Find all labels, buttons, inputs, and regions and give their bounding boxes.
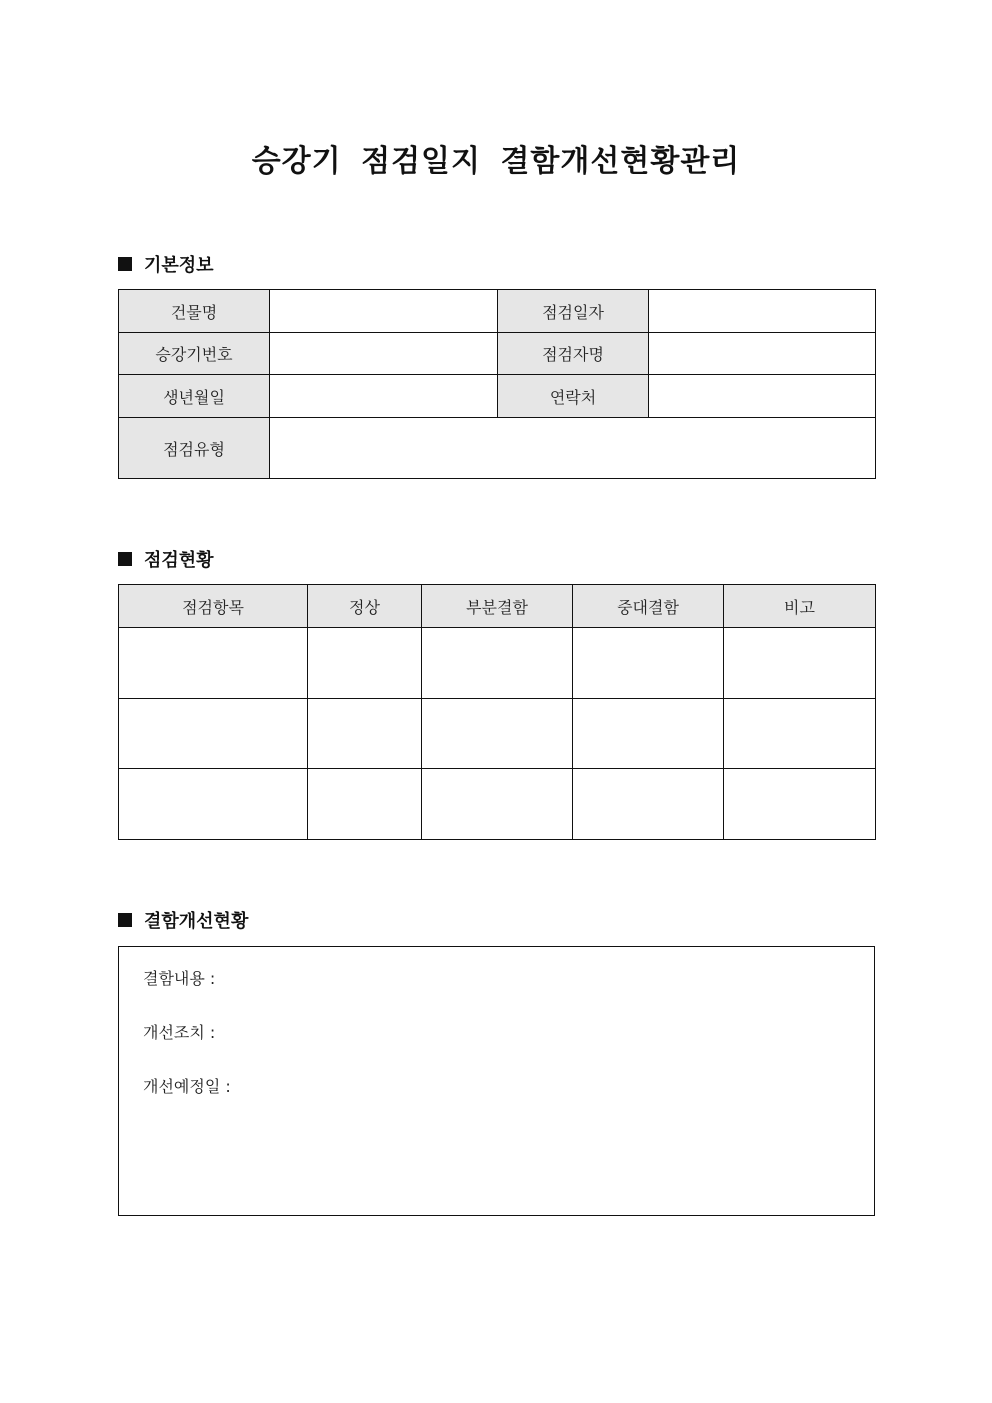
label-inspection-date: 점검일자 — [498, 290, 649, 333]
inspection-item-cell[interactable] — [119, 699, 308, 769]
label-birth-date: 생년월일 — [119, 375, 270, 418]
building-name-field[interactable] — [270, 290, 498, 333]
defect-content-label: 결함내용 : — [143, 969, 216, 988]
section-title: 점검현황 — [144, 550, 214, 571]
inspection-item-cell[interactable] — [119, 769, 308, 840]
partial-defect-cell[interactable] — [422, 769, 573, 840]
planned-improvement-date-label: 개선예정일 : — [143, 1077, 231, 1096]
label-building-name: 건물명 — [119, 290, 270, 333]
section-title: 결함개선현황 — [144, 911, 249, 932]
section-heading-inspection-status — [118, 547, 214, 571]
square-bullet-icon — [118, 257, 132, 271]
normal-cell[interactable] — [308, 699, 422, 769]
partial-defect-cell[interactable] — [422, 628, 573, 699]
inspection-status-table — [118, 584, 876, 840]
major-defect-cell[interactable] — [573, 628, 724, 699]
normal-cell[interactable] — [308, 628, 422, 699]
inspection-type-field[interactable] — [270, 418, 876, 479]
major-defect-cell[interactable] — [573, 769, 724, 840]
basic-info-table — [118, 289, 876, 479]
inspector-name-field[interactable] — [649, 333, 876, 375]
contact-field[interactable] — [649, 375, 876, 418]
label-inspection-type: 점검유형 — [119, 418, 270, 479]
section-heading-basic-info — [118, 252, 214, 276]
section-title: 기본정보 — [144, 255, 214, 276]
improvement-action-label: 개선조치 : — [143, 1023, 216, 1042]
table-row — [119, 333, 876, 375]
table-row — [119, 290, 876, 333]
table-row — [119, 699, 876, 769]
defect-content-field[interactable] — [143, 966, 215, 989]
table-row — [119, 418, 876, 479]
inspection-date-field[interactable] — [649, 290, 876, 333]
inspection-item-cell[interactable] — [119, 628, 308, 699]
table-row — [119, 628, 876, 699]
improvement-action-field[interactable] — [143, 1020, 215, 1043]
column-header-normal: 정상 — [308, 585, 422, 628]
page-title: 승강기 점검일지 결함개선현황관리 — [251, 144, 741, 179]
table-header-row — [119, 585, 876, 628]
major-defect-cell[interactable] — [573, 699, 724, 769]
normal-cell[interactable] — [308, 769, 422, 840]
table-row — [119, 375, 876, 418]
column-header-major-defect: 중대결함 — [573, 585, 724, 628]
remarks-cell[interactable] — [724, 628, 876, 699]
birth-date-field[interactable] — [270, 375, 498, 418]
column-header-partial-defect: 부분결함 — [422, 585, 573, 628]
column-header-inspection-item: 점검항목 — [119, 585, 308, 628]
section-heading-defect-improvement — [118, 908, 248, 932]
square-bullet-icon — [118, 913, 132, 927]
label-contact: 연락처 — [498, 375, 649, 418]
label-inspector-name: 점검자명 — [498, 333, 649, 375]
column-header-remarks: 비고 — [724, 585, 876, 628]
remarks-cell[interactable] — [724, 699, 876, 769]
partial-defect-cell[interactable] — [422, 699, 573, 769]
label-elevator-number: 승강기번호 — [119, 333, 270, 375]
remarks-cell[interactable] — [724, 769, 876, 840]
square-bullet-icon — [118, 552, 132, 566]
planned-improvement-date-field[interactable] — [143, 1074, 231, 1097]
elevator-number-field[interactable] — [270, 333, 498, 375]
defect-improvement-box[interactable] — [118, 946, 875, 1216]
table-row — [119, 769, 876, 840]
